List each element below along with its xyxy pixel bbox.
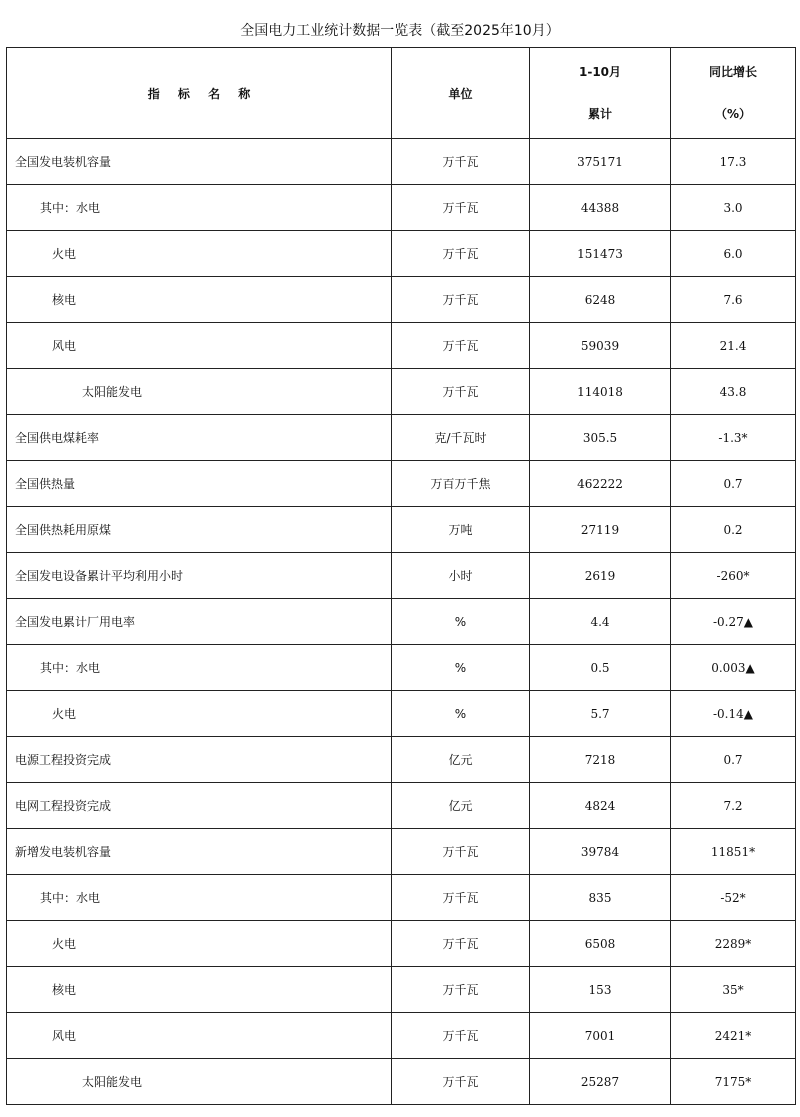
yoy-change-cell: 0.2 [671, 507, 796, 553]
cumulative-value-cell: 39784 [530, 829, 671, 875]
indicator-name-cell: 电网工程投资完成 [7, 783, 392, 829]
header-cumulative: 累计 [587, 107, 612, 121]
unit-cell: 克/千瓦时 [392, 415, 530, 461]
cumulative-value-cell: 6248 [530, 277, 671, 323]
table-body [7, 48, 796, 1105]
header-yoy-cell [671, 48, 796, 139]
cumulative-value-cell: 0.5 [530, 645, 671, 691]
unit-cell: 万千瓦 [392, 231, 530, 277]
table-row [7, 415, 796, 461]
unit-cell: 万千瓦 [392, 185, 530, 231]
indicator-name-cell: 全国供电煤耗率 [7, 415, 392, 461]
indicator-name-cell: 全国发电装机容量 [7, 139, 392, 185]
cumulative-value-cell: 835 [530, 875, 671, 921]
indicator-name-cell: 风电 [7, 1013, 392, 1059]
indicator-name-cell: 其中：水电 [7, 645, 392, 691]
yoy-change-cell: 0.7 [671, 461, 796, 507]
table-row [7, 231, 796, 277]
unit-cell: 万千瓦 [392, 921, 530, 967]
yoy-change-cell: 11851* [671, 829, 796, 875]
cumulative-value-cell: 25287 [530, 1059, 671, 1105]
yoy-change-cell: 7.6 [671, 277, 796, 323]
table-row [7, 599, 796, 645]
indicator-name-cell: 风电 [7, 323, 392, 369]
unit-cell: % [392, 599, 530, 645]
unit-cell: % [392, 645, 530, 691]
table-row [7, 783, 796, 829]
indicator-name-cell: 火电 [7, 691, 392, 737]
yoy-change-cell: 2289* [671, 921, 796, 967]
table-row [7, 139, 796, 185]
yoy-change-cell: -0.14▲ [671, 691, 796, 737]
indicator-name-cell: 火电 [7, 921, 392, 967]
header-indicator-name-cell [7, 48, 392, 139]
cumulative-value-cell: 4.4 [530, 599, 671, 645]
table-row [7, 829, 796, 875]
yoy-change-cell: 43.8 [671, 369, 796, 415]
cumulative-value-cell: 305.5 [530, 415, 671, 461]
indicator-name-cell: 其中：水电 [7, 875, 392, 921]
unit-cell: 亿元 [392, 737, 530, 783]
cumulative-value-cell: 27119 [530, 507, 671, 553]
header-indicator-name [141, 87, 258, 101]
yoy-change-cell: 21.4 [671, 323, 796, 369]
yoy-change-cell: 3.0 [671, 185, 796, 231]
cumulative-value-cell: 151473 [530, 231, 671, 277]
statistics-table [6, 47, 796, 1105]
header-cumulative-cell [530, 48, 671, 139]
unit-cell: 万千瓦 [392, 323, 530, 369]
yoy-change-cell: 7175* [671, 1059, 796, 1105]
table-row [7, 645, 796, 691]
unit-cell: 亿元 [392, 783, 530, 829]
header-yoy: 同比增长 [708, 65, 757, 79]
unit-cell: 万百万千焦 [392, 461, 530, 507]
table-row [7, 323, 796, 369]
table-row [7, 461, 796, 507]
table-row [7, 1013, 796, 1059]
indicator-name-cell: 太阳能发电 [7, 369, 392, 415]
cumulative-value-cell: 114018 [530, 369, 671, 415]
table-row [7, 921, 796, 967]
indicator-name-cell: 火电 [7, 231, 392, 277]
yoy-change-cell: -52* [671, 875, 796, 921]
cumulative-value-cell: 4824 [530, 783, 671, 829]
cumulative-value-cell: 6508 [530, 921, 671, 967]
cumulative-value-cell: 153 [530, 967, 671, 1013]
unit-cell: 万千瓦 [392, 369, 530, 415]
yoy-change-cell: 0.7 [671, 737, 796, 783]
table-header-row [7, 48, 796, 139]
yoy-change-cell: 6.0 [671, 231, 796, 277]
header-unit: 单位 [448, 86, 473, 101]
yoy-change-cell: -260* [671, 553, 796, 599]
yoy-change-cell: 17.3 [671, 139, 796, 185]
yoy-change-cell: -0.27▲ [671, 599, 796, 645]
indicator-name-cell: 太阳能发电 [7, 1059, 392, 1105]
indicator-name-cell: 全国发电设备累计平均利用小时 [7, 553, 392, 599]
yoy-change-cell: 7.2 [671, 783, 796, 829]
header-unit-cell [392, 48, 530, 139]
cumulative-value-cell: 59039 [530, 323, 671, 369]
cumulative-value-cell: 7001 [530, 1013, 671, 1059]
unit-cell: 万千瓦 [392, 1059, 530, 1105]
unit-cell: % [392, 691, 530, 737]
header-period: 1-10月 [578, 65, 622, 79]
yoy-change-cell: 0.003▲ [671, 645, 796, 691]
header-yoy-unit: （%） [714, 107, 752, 121]
table-row [7, 737, 796, 783]
indicator-name-cell: 其中：水电 [7, 185, 392, 231]
yoy-change-cell: 2421* [671, 1013, 796, 1059]
table-row [7, 691, 796, 737]
table-row [7, 553, 796, 599]
document-title: 全国电力工业统计数据一览表（截至2025年10月） [240, 23, 560, 39]
cumulative-value-cell: 375171 [530, 139, 671, 185]
table-row [7, 369, 796, 415]
unit-cell: 万千瓦 [392, 277, 530, 323]
cumulative-value-cell: 7218 [530, 737, 671, 783]
indicator-name-cell: 核电 [7, 277, 392, 323]
table-row [7, 185, 796, 231]
unit-cell: 小时 [392, 553, 530, 599]
indicator-name-cell: 全国发电累计厂用电率 [7, 599, 392, 645]
table-row [7, 277, 796, 323]
unit-cell: 万千瓦 [392, 875, 530, 921]
unit-cell: 万吨 [392, 507, 530, 553]
cumulative-value-cell: 462222 [530, 461, 671, 507]
unit-cell: 万千瓦 [392, 139, 530, 185]
table-row [7, 1059, 796, 1105]
indicator-name-cell: 新增发电装机容量 [7, 829, 392, 875]
indicator-name-cell: 电源工程投资完成 [7, 737, 392, 783]
unit-cell: 万千瓦 [392, 1013, 530, 1059]
cumulative-value-cell: 5.7 [530, 691, 671, 737]
yoy-change-cell: -1.3* [671, 415, 796, 461]
table-row [7, 875, 796, 921]
indicator-name-cell: 全国供热耗用原煤 [7, 507, 392, 553]
cumulative-value-cell: 2619 [530, 553, 671, 599]
indicator-name-cell: 核电 [7, 967, 392, 1013]
header-indicator-name-text: 指 标 名 称 [147, 86, 258, 101]
indicator-name-cell: 全国供热量 [7, 461, 392, 507]
unit-cell: 万千瓦 [392, 967, 530, 1013]
unit-cell: 万千瓦 [392, 829, 530, 875]
table-row [7, 507, 796, 553]
table-row [7, 967, 796, 1013]
cumulative-value-cell: 44388 [530, 185, 671, 231]
yoy-change-cell: 35* [671, 967, 796, 1013]
